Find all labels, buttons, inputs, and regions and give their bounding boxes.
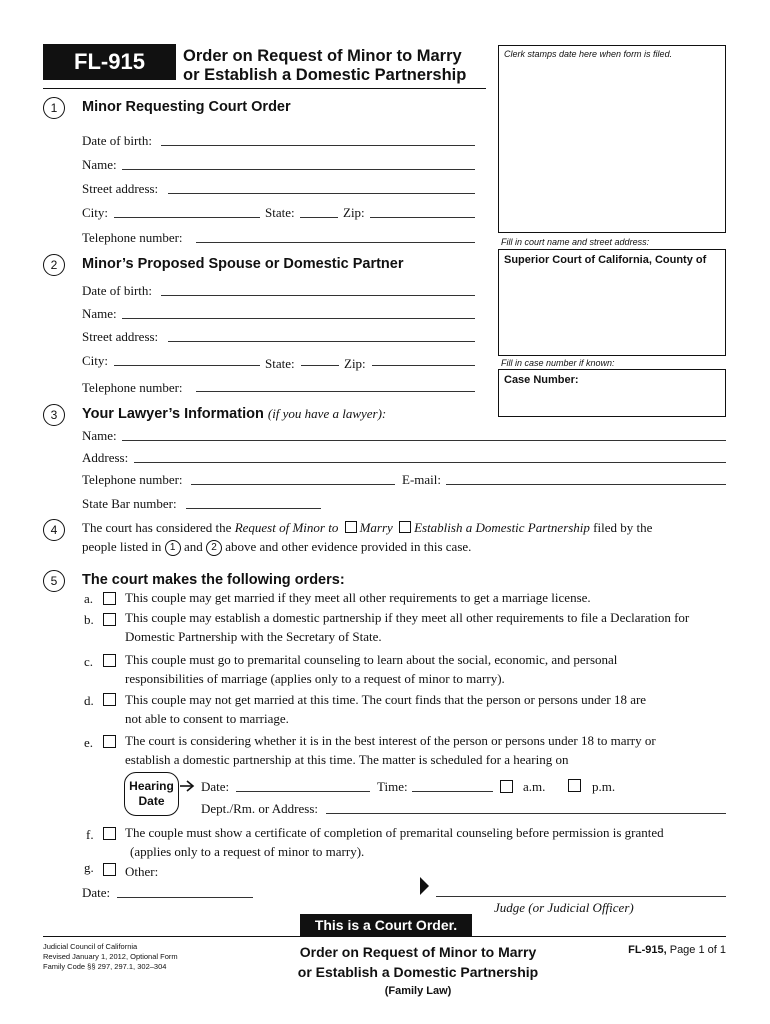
minor-city-label: City: bbox=[82, 205, 109, 220]
spouse-zip-label: Zip: bbox=[344, 356, 366, 371]
pm-checkbox[interactable] bbox=[568, 779, 581, 792]
hearing-time-field[interactable] bbox=[412, 791, 493, 792]
spouse-state-label: State: bbox=[265, 356, 295, 371]
footer-title-line1: Order on Request of Minor to Marry bbox=[299, 944, 537, 960]
section-2-number: 2 bbox=[43, 254, 65, 276]
order-d-text-2: not able to consent to marriage. bbox=[125, 711, 289, 726]
lawyer-name-label: Name: bbox=[82, 428, 117, 443]
order-f-letter: f. bbox=[86, 827, 94, 842]
clerk-stamp-note: Clerk stamps date here when form is filed. bbox=[504, 49, 673, 59]
hearing-dept-field[interactable] bbox=[326, 813, 726, 814]
order-a-text: This couple may get married if they meet all other requirements to get a marriage license. bbox=[125, 590, 591, 605]
order-b-checkbox[interactable] bbox=[103, 613, 116, 626]
spouse-city-field[interactable] bbox=[114, 365, 260, 366]
order-c-letter: c. bbox=[84, 654, 94, 669]
hearing-dept-label: Dept./Rm. or Address: bbox=[201, 801, 318, 816]
am-checkbox[interactable] bbox=[500, 780, 513, 793]
section-4-italic: Request of Minor to bbox=[234, 520, 339, 535]
section-3-title-text: Your Lawyer’s Information bbox=[82, 406, 264, 422]
lawyer-address-field[interactable] bbox=[134, 462, 726, 463]
footer-page-number: Page 1 of 1 bbox=[666, 944, 726, 956]
section-5-title: The court makes the following orders: bbox=[82, 572, 345, 588]
minor-name-label: Name: bbox=[82, 157, 117, 172]
minor-zip-field[interactable] bbox=[370, 217, 475, 218]
domestic-partnership-label: Establish a Domestic Partnership bbox=[414, 520, 590, 535]
ref-section-1: 1 bbox=[165, 540, 181, 556]
marry-label: Marry bbox=[359, 520, 393, 535]
order-d-letter: d. bbox=[84, 693, 94, 708]
lawyer-phone-label: Telephone number: bbox=[82, 472, 183, 487]
case-number-label: Case Number: bbox=[504, 374, 579, 386]
lawyer-bar-label: State Bar number: bbox=[82, 496, 177, 511]
minor-phone-field[interactable] bbox=[196, 242, 475, 243]
spouse-zip-field[interactable] bbox=[372, 365, 475, 366]
footer-subtitle: (Family Law) bbox=[384, 985, 452, 997]
judge-label: Judge (or Judicial Officer) bbox=[494, 900, 634, 915]
ref-section-2: 2 bbox=[206, 540, 222, 556]
signature-date-field[interactable] bbox=[117, 897, 253, 898]
minor-phone-label: Telephone number: bbox=[82, 230, 183, 245]
hearing-time-label: Time: bbox=[377, 779, 408, 794]
order-d-text-1: This couple may not get married at this time. The court finds that the person or persons under 18 are bbox=[125, 692, 647, 707]
footer-revised: Revised January 1, 2012, Optional Form bbox=[43, 952, 178, 961]
am-label: a.m. bbox=[523, 779, 546, 794]
section-4-line2 bbox=[82, 539, 471, 556]
order-d-checkbox[interactable] bbox=[103, 693, 116, 706]
spouse-street-label: Street address: bbox=[82, 329, 159, 344]
minor-street-field[interactable] bbox=[168, 193, 475, 194]
signature-arrow-icon bbox=[420, 877, 430, 895]
minor-street-label: Street address: bbox=[82, 181, 159, 196]
section-1-title: Minor Requesting Court Order bbox=[82, 99, 291, 115]
form-title-line1: Order on Request of Minor to Marry bbox=[183, 47, 462, 65]
clerk-stamp-box[interactable] bbox=[498, 45, 726, 233]
spouse-phone-field[interactable] bbox=[196, 391, 475, 392]
section-2-title: Minor’s Proposed Spouse or Domestic Partner bbox=[82, 256, 404, 272]
spouse-dob-label: Date of birth: bbox=[82, 283, 153, 298]
footer-code: Family Code §§ 297, 297.1, 302–304 bbox=[43, 962, 167, 971]
domestic-partnership-checkbox[interactable] bbox=[399, 521, 411, 533]
lawyer-name-field[interactable] bbox=[122, 440, 726, 441]
section-4-line2-a: people listed in bbox=[82, 539, 165, 554]
lawyer-email-field[interactable] bbox=[446, 484, 726, 485]
hearing-date-label-box bbox=[124, 772, 179, 816]
lawyer-phone-field[interactable] bbox=[191, 484, 395, 485]
section-4-number: 4 bbox=[43, 519, 65, 541]
case-number-note: Fill in case number if known: bbox=[501, 358, 615, 368]
minor-state-field[interactable] bbox=[300, 217, 338, 218]
order-f-text-2: (applies only to a request of minor to marry). bbox=[130, 844, 365, 859]
footer-rule bbox=[43, 936, 726, 937]
section-1-number: 1 bbox=[43, 97, 65, 119]
form-number-badge: FL-915 bbox=[43, 44, 176, 80]
minor-city-field[interactable] bbox=[114, 217, 260, 218]
section-4-and: and bbox=[180, 539, 206, 554]
section-3-number: 3 bbox=[43, 404, 65, 426]
hearing-label-line1: Hearing bbox=[129, 779, 174, 793]
order-f-text-1: The couple must show a certificate of completion of premarital counseling before permission is granted bbox=[125, 825, 664, 840]
footer-title-line2: or Establish a Domestic Partnership bbox=[297, 964, 539, 980]
order-a-letter: a. bbox=[84, 591, 94, 606]
order-b-letter: b. bbox=[84, 612, 94, 627]
lawyer-bar-field[interactable] bbox=[186, 508, 321, 509]
spouse-city-label: City: bbox=[82, 353, 109, 368]
section-3-title-note: (if you have a lawyer): bbox=[267, 406, 387, 421]
section-4-text-b: filed by the bbox=[589, 520, 653, 535]
order-c-text-1: This couple must go to premarital counseling to learn about the social, economic, and personal bbox=[125, 652, 618, 667]
hearing-date-label: Date: bbox=[201, 779, 230, 794]
spouse-state-field[interactable] bbox=[301, 365, 339, 366]
court-name-label: Superior Court of California, County of bbox=[504, 254, 707, 266]
form-title-line2: or Establish a Domestic Partnership bbox=[183, 66, 467, 84]
lawyer-email-label: E-mail: bbox=[402, 472, 441, 487]
minor-dob-field[interactable] bbox=[161, 145, 475, 146]
order-g-text: Other: bbox=[125, 864, 159, 879]
spouse-dob-field[interactable] bbox=[161, 295, 475, 296]
order-e-checkbox[interactable] bbox=[103, 735, 116, 748]
section-3-title bbox=[82, 406, 386, 422]
order-c-checkbox[interactable] bbox=[103, 654, 116, 667]
order-g-checkbox[interactable] bbox=[103, 863, 116, 876]
case-number-box[interactable] bbox=[498, 369, 726, 417]
section-5-number: 5 bbox=[43, 570, 65, 592]
judge-signature-field[interactable] bbox=[436, 896, 726, 897]
order-g-letter: g. bbox=[84, 860, 94, 875]
minor-zip-label: Zip: bbox=[343, 205, 365, 220]
court-order-banner: This is a Court Order. bbox=[300, 914, 472, 936]
spouse-name-label: Name: bbox=[82, 306, 117, 321]
header-rule bbox=[43, 88, 486, 89]
section-4-text-a: The court has considered the bbox=[82, 520, 235, 535]
section-4-line2-b: above and other evidence provided in this case. bbox=[221, 539, 472, 554]
court-name-box[interactable] bbox=[498, 249, 726, 356]
minor-state-label: State: bbox=[265, 205, 295, 220]
section-4-line1 bbox=[82, 520, 652, 536]
lawyer-address-label: Address: bbox=[82, 450, 129, 465]
marry-checkbox[interactable] bbox=[345, 521, 357, 533]
order-b-text-2: Domestic Partnership with the Secretary of State. bbox=[125, 629, 382, 644]
order-e-text-2: establish a domestic partnership at this time. The matter is scheduled for a hearing on bbox=[125, 752, 569, 767]
hearing-date-field[interactable] bbox=[236, 791, 370, 792]
footer-page-info bbox=[610, 944, 726, 956]
minor-dob-label: Date of birth: bbox=[82, 133, 153, 148]
spouse-street-field[interactable] bbox=[168, 341, 475, 342]
order-b-text-1: This couple may establish a domestic partnership if they meet all other requirements to file a Declaration for bbox=[125, 610, 690, 625]
order-c-text-2: responsibilities of marriage (applies only to a request of minor to marry). bbox=[125, 671, 505, 686]
order-a-checkbox[interactable] bbox=[103, 592, 116, 605]
spouse-phone-label: Telephone number: bbox=[82, 380, 183, 395]
minor-name-field[interactable] bbox=[122, 169, 475, 170]
footer-form-number: FL-915, bbox=[628, 944, 667, 956]
order-f-checkbox[interactable] bbox=[103, 827, 116, 840]
arrow-right-icon bbox=[180, 780, 196, 792]
pm-label: p.m. bbox=[592, 779, 616, 794]
court-name-note: Fill in court name and street address: bbox=[501, 237, 650, 247]
footer-council: Judicial Council of California bbox=[43, 942, 138, 951]
spouse-name-field[interactable] bbox=[122, 318, 475, 319]
order-e-letter: e. bbox=[84, 735, 94, 750]
order-e-text-1: The court is considering whether it is in the best interest of the person or persons under 18 to marry or bbox=[125, 733, 656, 748]
hearing-label-line2: Date bbox=[138, 794, 165, 808]
signature-date-label: Date: bbox=[82, 885, 111, 900]
